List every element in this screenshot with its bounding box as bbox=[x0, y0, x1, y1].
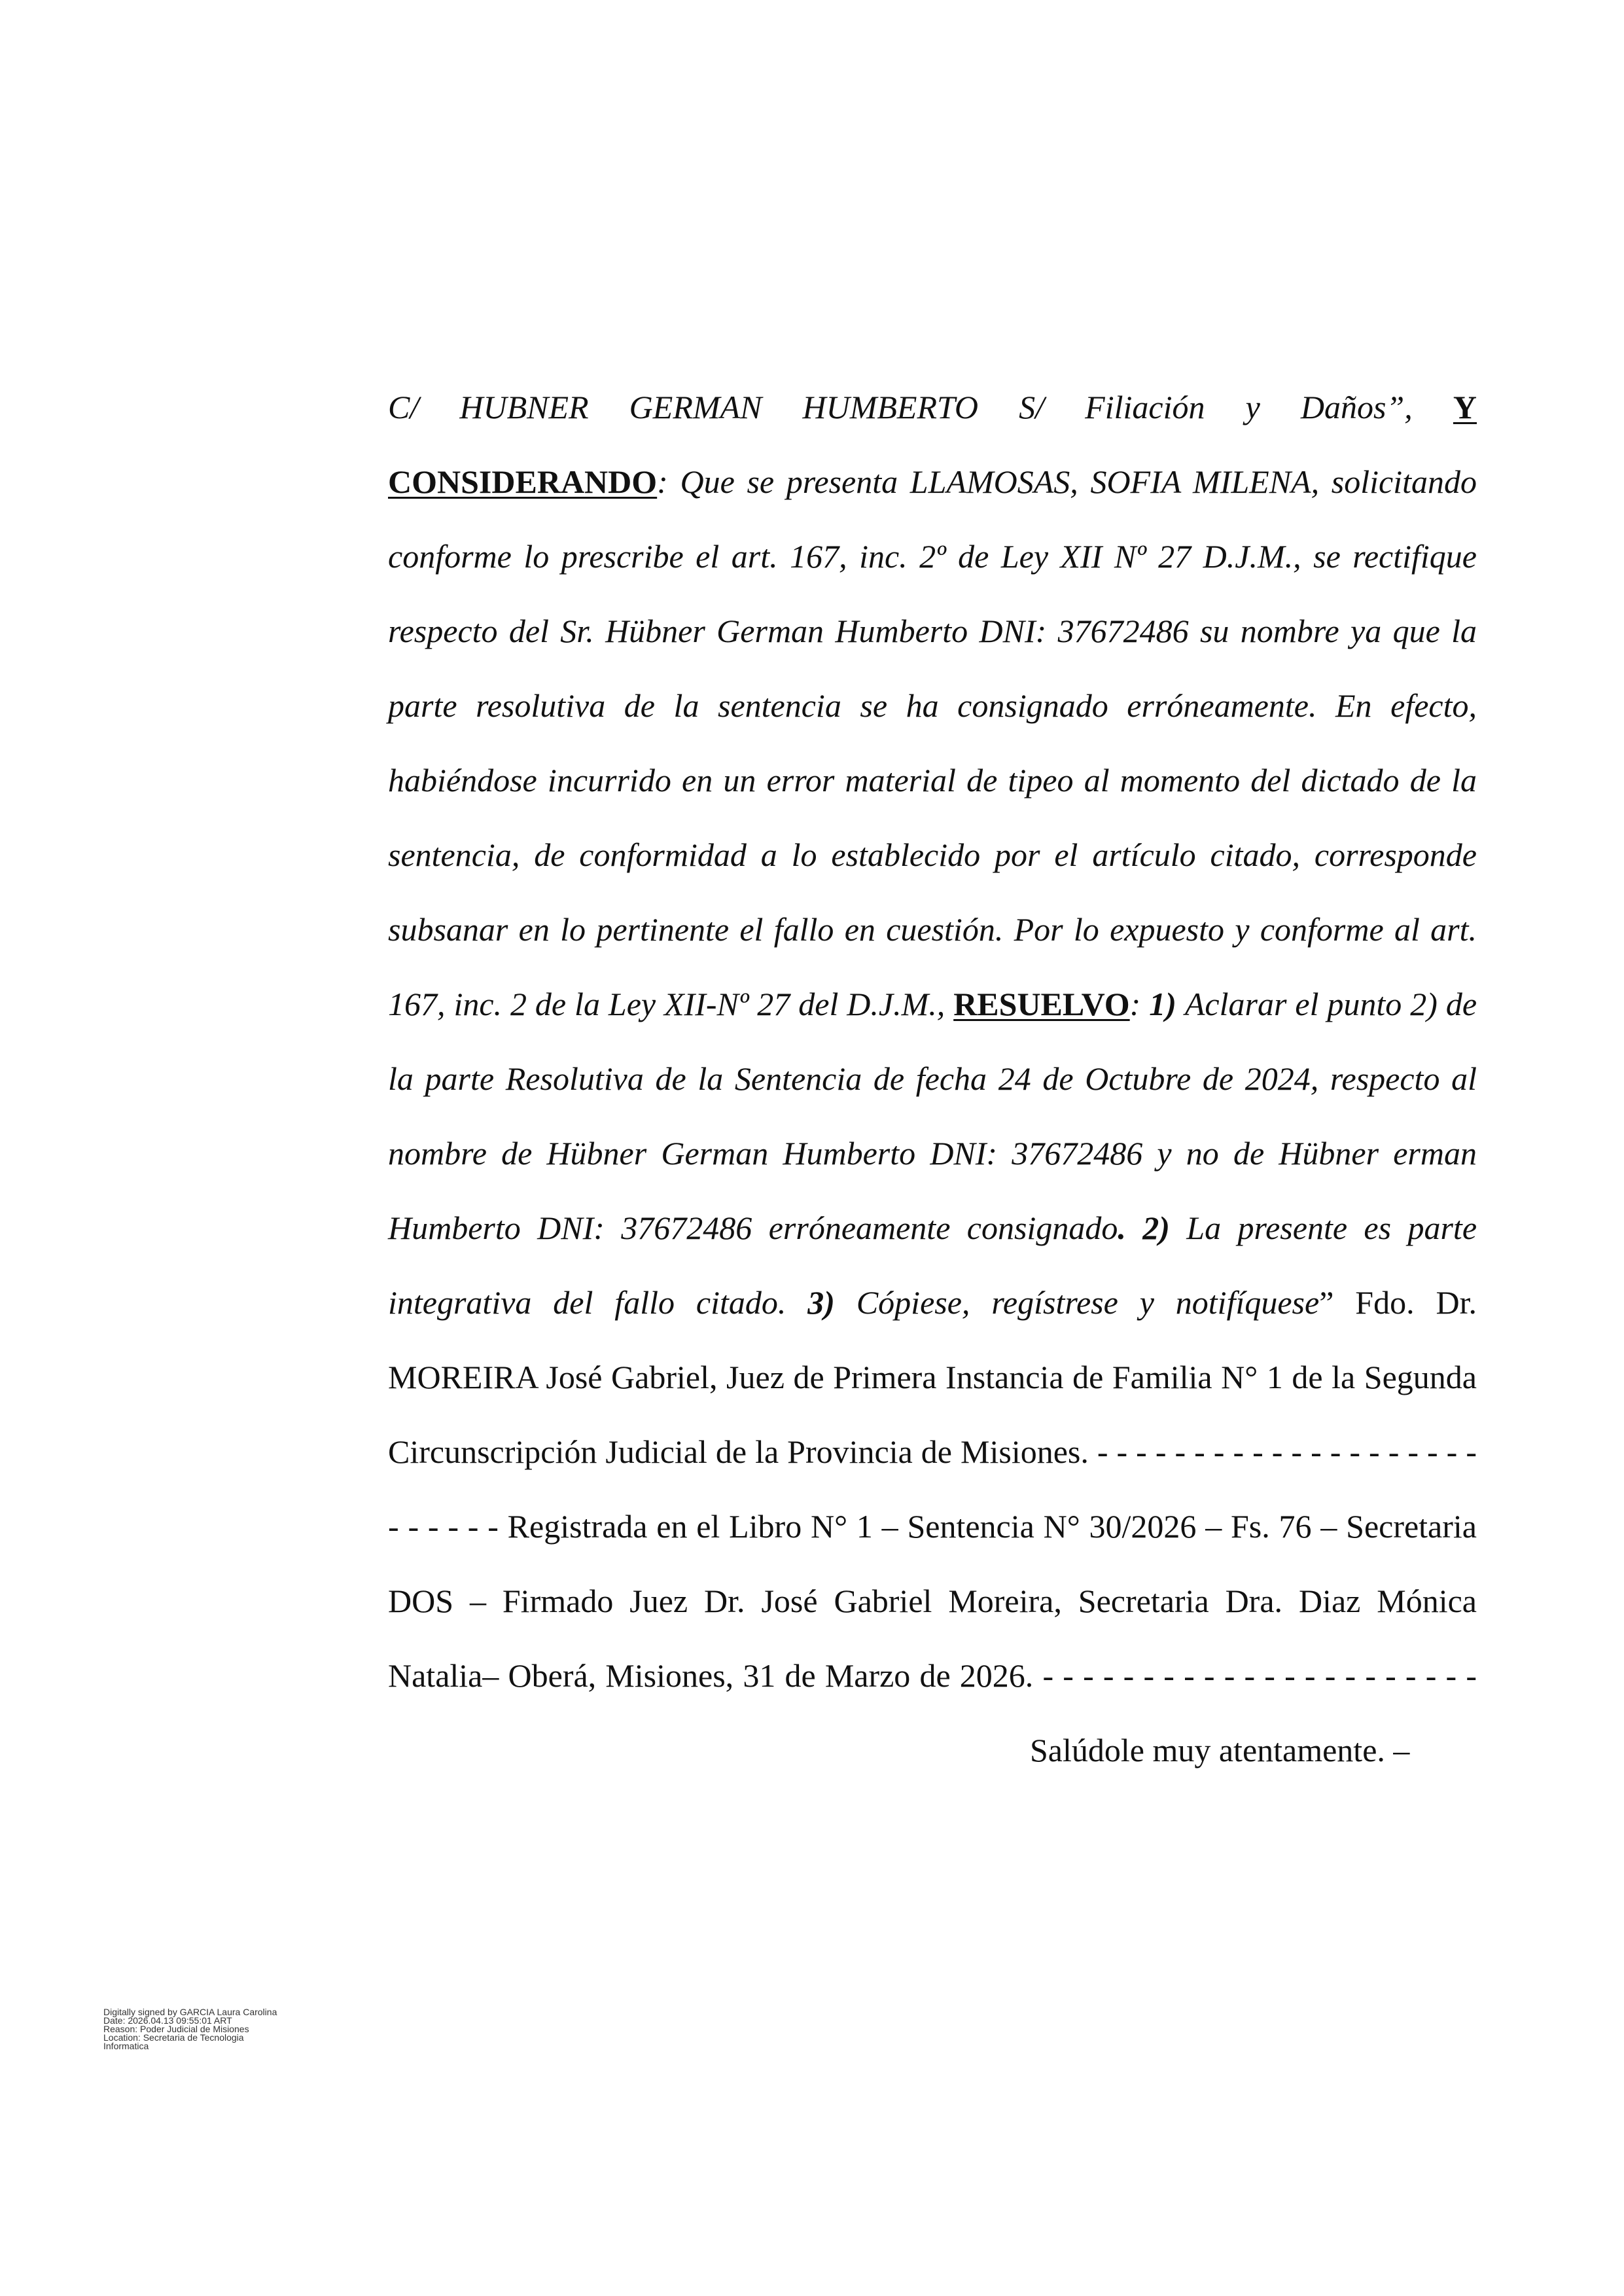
body-line: - - - - - - Registrada en el Libro N° 1 – Sentencia N° 30/2026 – Fs. 76 – Secretaria bbox=[388, 1508, 1477, 1545]
body-line: habiéndose incurrido en un error material de tipeo al momento del dictado de la bbox=[388, 762, 1477, 798]
body-line: la parte Resolutiva de la Sentencia de fecha 24 de Octubre de 2024, respecto al bbox=[388, 1060, 1477, 1097]
body-line: subsanar en lo pertinente el fallo en cuestión. Por lo expuesto y conforme al art. bbox=[388, 911, 1477, 948]
body-line: Natalia– Oberá, Misiones, 31 de Marzo de 2026. - - - - - - - - - - - - - - - - - - - - - - bbox=[388, 1657, 1477, 1694]
signature-location-cont: Informatica bbox=[103, 2041, 149, 2051]
body-line: DOS – Firmado Juez Dr. José Gabriel Moreira, Secretaria Dra. Diaz Mónica bbox=[388, 1583, 1477, 1619]
body-text: La presente es parte bbox=[1186, 1210, 1477, 1246]
body-text: : bbox=[1129, 986, 1141, 1022]
body-line: MOREIRA José Gabriel, Juez de Primera Instancia de Familia N° 1 de la Segunda bbox=[388, 1359, 1477, 1395]
body-text: Humberto DNI: 37672486 erróneamente consignado bbox=[388, 1210, 1118, 1246]
body-line bbox=[388, 1208, 1477, 1247]
body-line bbox=[388, 984, 1477, 1024]
body-text: ” Fdo. Dr. bbox=[1319, 1284, 1477, 1321]
body-line bbox=[388, 1283, 1477, 1322]
case-caption: C/ HUBNER GERMAN HUMBERTO S/ Filiación y Daños”, bbox=[388, 389, 1413, 425]
item-number: . 2) bbox=[1118, 1210, 1170, 1246]
y-conjunction: Y bbox=[1453, 389, 1477, 425]
signature-reason: Reason: Poder Judicial de Misiones bbox=[103, 2024, 249, 2034]
body-text: 167, inc. 2 de la Ley XII-Nº 27 del D.J.M., bbox=[388, 986, 945, 1022]
item-number: 3) bbox=[807, 1284, 835, 1321]
body-line bbox=[388, 462, 1477, 501]
signature-line: Digitally signed by GARCIA Laura Carolina bbox=[103, 2007, 277, 2017]
body-text: Cópiese, regístrese y notifíquese bbox=[856, 1284, 1320, 1321]
signature-date: Date: 2026.04.13 09:55:01 ART bbox=[103, 2015, 232, 2026]
body-line: parte resolutiva de la sentencia se ha consignado erróneamente. En efecto, bbox=[388, 687, 1477, 724]
item-number: 1) bbox=[1149, 986, 1176, 1022]
body-line: conforme lo prescribe el art. 167, inc. 2º de Ley XII Nº 27 D.J.M., se rectifique bbox=[388, 538, 1477, 575]
digital-signature-block bbox=[103, 2008, 277, 2051]
body-line bbox=[388, 387, 1477, 427]
resuelvo-heading: RESUELVO bbox=[953, 986, 1130, 1022]
body-text: : Que se presenta LLAMOSAS, SOFIA MILENA, solicitando bbox=[657, 463, 1477, 500]
body-line: sentencia, de conformidad a lo establecido por el artículo citado, corresponde bbox=[388, 836, 1477, 873]
body-text: Aclarar el punto 2) de bbox=[1184, 986, 1477, 1022]
closing-salutation: Salúdole muy atentamente. – bbox=[1030, 1732, 1410, 1768]
body-line: Circunscripción Judicial de la Provincia de Misiones. - - - - - - - - - - - - - - - - - - - - bbox=[388, 1433, 1477, 1470]
body-line: nombre de Hübner German Humberto DNI: 37672486 y no de Hübner erman bbox=[388, 1135, 1477, 1172]
body-line: respecto del Sr. Hübner German Humberto DNI: 37672486 su nombre ya que la bbox=[388, 613, 1477, 649]
body-text: integrativa del fallo citado. bbox=[388, 1284, 786, 1321]
considerando-heading: CONSIDERANDO bbox=[388, 463, 658, 500]
signature-location: Location: Secretaria de Tecnologia bbox=[103, 2032, 244, 2043]
